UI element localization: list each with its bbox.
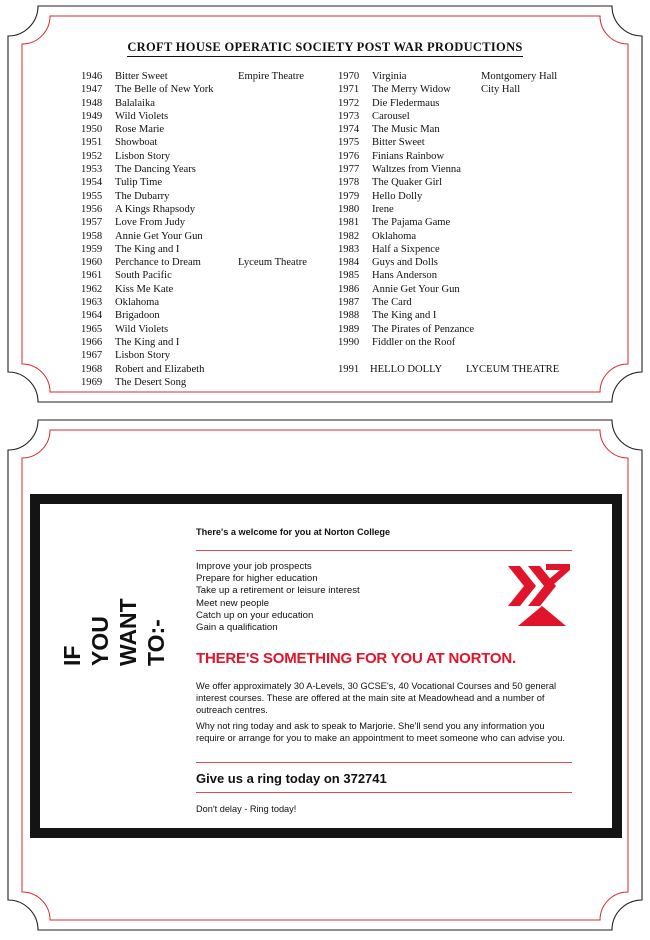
- production-row: [338, 296, 578, 309]
- production-row: [81, 256, 331, 269]
- production-show: Annie Get Your Gun: [372, 283, 460, 295]
- production-year: 1952: [81, 150, 103, 162]
- production-row: [81, 190, 331, 203]
- productions-left-column: [81, 70, 331, 389]
- production-show: The Dubarry: [115, 190, 170, 202]
- side-line-2: YOU: [87, 616, 113, 666]
- red-divider: [196, 762, 572, 763]
- production-year: 1987: [338, 297, 360, 309]
- production-year: 1960: [81, 257, 103, 269]
- production-row: [81, 283, 331, 296]
- production-year: 1947: [81, 84, 103, 96]
- production-year: 1948: [81, 97, 103, 109]
- production-show: Die Fledermaus: [372, 97, 440, 109]
- production-row: [338, 243, 578, 256]
- production-show: Hans Anderson: [372, 270, 438, 282]
- contact-paragraph: Why not ring today and ask to speak to Marjorie. She'll send you any information you require or arrange for you to make an appointment to meet someone who can advise you.: [196, 721, 565, 744]
- production-show: South Pacific: [115, 270, 172, 282]
- benefits-list: [196, 561, 360, 634]
- production-show: HELLO DOLLY: [370, 364, 443, 375]
- production-year: 1946: [81, 71, 103, 82]
- production-show: The Merry Widow: [372, 84, 451, 96]
- production-row: [81, 363, 331, 376]
- production-year: 1957: [81, 217, 103, 229]
- production-year: 1984: [338, 257, 360, 269]
- production-row: [338, 216, 578, 229]
- side-line-1: IF: [59, 645, 85, 666]
- production-show: The Pajama Game: [372, 217, 451, 229]
- production-year: 1974: [338, 124, 360, 136]
- norton-college-advert: [30, 494, 622, 838]
- advert-panel: [40, 504, 612, 828]
- production-year: 1959: [81, 243, 103, 255]
- side-line-4: TO:-: [143, 619, 169, 666]
- production-year: 1966: [81, 336, 103, 348]
- production-year: 1955: [81, 190, 103, 202]
- production-show: Perchance to Dream: [115, 257, 201, 269]
- production-row: [338, 83, 578, 96]
- production-row: [81, 216, 331, 229]
- production-row: [338, 110, 578, 123]
- production-show: Tulip Time: [115, 177, 163, 189]
- production-show: Waltzes from Vienna: [372, 164, 461, 176]
- production-row: [338, 176, 578, 189]
- production-year: 1989: [338, 323, 360, 335]
- production-show: Wild Violets: [115, 323, 169, 335]
- production-row: [81, 336, 331, 349]
- production-year: 1978: [338, 177, 360, 189]
- production-row: [81, 176, 331, 189]
- production-show: Showboat: [115, 137, 158, 149]
- production-show: Annie Get Your Gun: [115, 230, 203, 242]
- if-you-want-to-heading: [46, 566, 169, 666]
- production-show: Half a Sixpence: [372, 243, 440, 255]
- production-year: 1975: [338, 137, 360, 149]
- production-row: [338, 97, 578, 110]
- production-year: 1977: [338, 164, 360, 176]
- production-row: [81, 83, 331, 96]
- production-show: The Music Man: [372, 124, 440, 136]
- production-show: Balalaika: [115, 97, 156, 109]
- production-year: 1979: [338, 190, 360, 202]
- production-show: The Dancing Years: [115, 164, 196, 176]
- benefit-item: Take up a retirement or leisure interest: [196, 585, 360, 597]
- production-show: Carousel: [372, 110, 410, 122]
- production-row: [338, 269, 578, 282]
- red-divider: [196, 792, 572, 793]
- production-row: [338, 123, 578, 136]
- production-venue: Empire Theatre: [238, 71, 304, 82]
- benefit-item: Gain a qualification: [196, 622, 278, 634]
- production-show: The Belle of New York: [115, 84, 214, 96]
- production-year: 1976: [338, 150, 360, 162]
- production-row: [338, 309, 578, 322]
- production-year: 1990: [338, 336, 360, 348]
- production-year: 1982: [338, 230, 360, 242]
- red-divider: [196, 550, 572, 551]
- production-year: 1953: [81, 164, 103, 176]
- production-year: 1980: [338, 203, 360, 215]
- production-year: 1949: [81, 110, 103, 122]
- benefit-item: Improve your job prospects: [196, 561, 312, 572]
- production-row: [81, 203, 331, 216]
- production-show: The King and I: [115, 243, 180, 255]
- production-year: 1988: [338, 310, 360, 322]
- production-row: [81, 97, 331, 110]
- production-row: [81, 243, 331, 256]
- production-year: 1963: [81, 297, 103, 309]
- production-row: [338, 136, 578, 149]
- production-show: A Kings Rhapsody: [115, 203, 196, 215]
- production-year: 1981: [338, 217, 360, 229]
- production-row: [81, 123, 331, 136]
- benefit-item: Catch up on your education: [196, 609, 314, 621]
- production-show: The Quaker Girl: [372, 177, 443, 189]
- production-year: 1954: [81, 177, 103, 189]
- production-year: 1965: [81, 323, 103, 335]
- production-row: [81, 136, 331, 149]
- courses-paragraph: We offer approximately 30 A-Levels, 30 GCSE's, 40 Vocational Courses and 50 general interest courses. These are offered at the main site at Meadowhead and a number of outreach centres.: [196, 681, 557, 716]
- production-year: 1972: [338, 97, 360, 109]
- headline: THERE'S SOMETHING FOR YOU AT NORTON.: [196, 650, 516, 667]
- norton-college-logo: [506, 562, 572, 630]
- production-show: Rose Marie: [115, 124, 165, 136]
- production-show: Wild Violets: [115, 110, 169, 122]
- production-venue: LYCEUM THEATRE: [466, 364, 560, 375]
- production-venue: Montgomery Hall: [481, 71, 558, 82]
- production-venue: Lyceum Theatre: [238, 257, 307, 269]
- production-show: Hello Dolly: [372, 190, 423, 202]
- production-row: [81, 70, 331, 83]
- production-year: 1961: [81, 270, 103, 282]
- production-show: Robert and Elizabeth: [115, 363, 205, 375]
- phone-callout: Give us a ring today on 372741: [196, 771, 387, 786]
- production-year: 1983: [338, 243, 360, 255]
- production-show: The King and I: [115, 336, 180, 348]
- production-show: The Card: [372, 297, 412, 309]
- production-row: [338, 256, 578, 269]
- production-year: 1958: [81, 230, 103, 242]
- production-row: [81, 309, 331, 322]
- production-row: [81, 110, 331, 123]
- production-show: The King and I: [372, 310, 437, 322]
- production-show: The Pirates of Penzance: [372, 323, 475, 335]
- production-row: [81, 269, 331, 282]
- production-year: 1970: [338, 71, 360, 82]
- production-show: The Desert Song: [115, 376, 187, 388]
- production-year: 1971: [338, 84, 360, 96]
- production-row: [338, 230, 578, 243]
- production-year: 1956: [81, 203, 103, 215]
- side-line-3: WANT: [115, 598, 141, 666]
- production-row: [338, 336, 578, 349]
- production-row: [81, 150, 331, 163]
- production-show: Finians Rainbow: [372, 150, 445, 162]
- production-show: Oklahoma: [372, 230, 417, 242]
- production-row: [81, 163, 331, 176]
- benefit-item: Prepare for higher education: [196, 573, 318, 585]
- production-row: [338, 190, 578, 203]
- production-show: Lisbon Story: [115, 150, 171, 162]
- production-row: [338, 323, 578, 336]
- welcome-heading: There's a welcome for you at Norton College: [196, 527, 391, 537]
- production-year: 1969: [81, 376, 103, 388]
- production-row: [81, 296, 331, 309]
- production-year: 1991: [338, 364, 360, 375]
- dont-delay-text: Don't delay - Ring today!: [196, 804, 297, 814]
- programme-title: CROFT HOUSE OPERATIC SOCIETY POST WAR PRODUCTIONS: [0, 40, 650, 55]
- production-year: 1973: [338, 110, 360, 122]
- production-year: 1964: [81, 310, 103, 322]
- production-row: [338, 163, 578, 176]
- production-show: Irene: [372, 203, 394, 215]
- production-row: [81, 376, 331, 389]
- production-row: [338, 150, 578, 163]
- production-show: Fiddler on the Roof: [372, 336, 456, 348]
- production-year: 1967: [81, 350, 103, 362]
- production-show: Oklahoma: [115, 297, 160, 309]
- production-show: Kiss Me Kate: [115, 283, 174, 295]
- production-year: 1962: [81, 283, 103, 295]
- production-year: 1968: [81, 363, 103, 375]
- production-row: [81, 230, 331, 243]
- production-show: Virginia: [372, 71, 407, 82]
- production-show: Brigadoon: [115, 310, 160, 322]
- production-row: [338, 283, 578, 296]
- production-show: Love From Judy: [115, 217, 186, 229]
- production-year: 1985: [338, 270, 360, 282]
- production-year: 1951: [81, 137, 103, 149]
- production-venue: City Hall: [481, 84, 521, 96]
- production-row: [338, 70, 578, 83]
- production-row: [81, 349, 331, 362]
- production-row: [81, 323, 331, 336]
- production-year: 1986: [338, 283, 360, 295]
- production-year: 1950: [81, 124, 103, 136]
- production-show: Lisbon Story: [115, 350, 171, 362]
- production-show: Bitter Sweet: [372, 137, 425, 149]
- production-show: Guys and Dolls: [372, 257, 438, 269]
- production-show: Bitter Sweet: [115, 71, 168, 82]
- productions-right-column: [338, 70, 578, 349]
- production-row: [338, 203, 578, 216]
- benefit-item: Meet new people: [196, 597, 270, 609]
